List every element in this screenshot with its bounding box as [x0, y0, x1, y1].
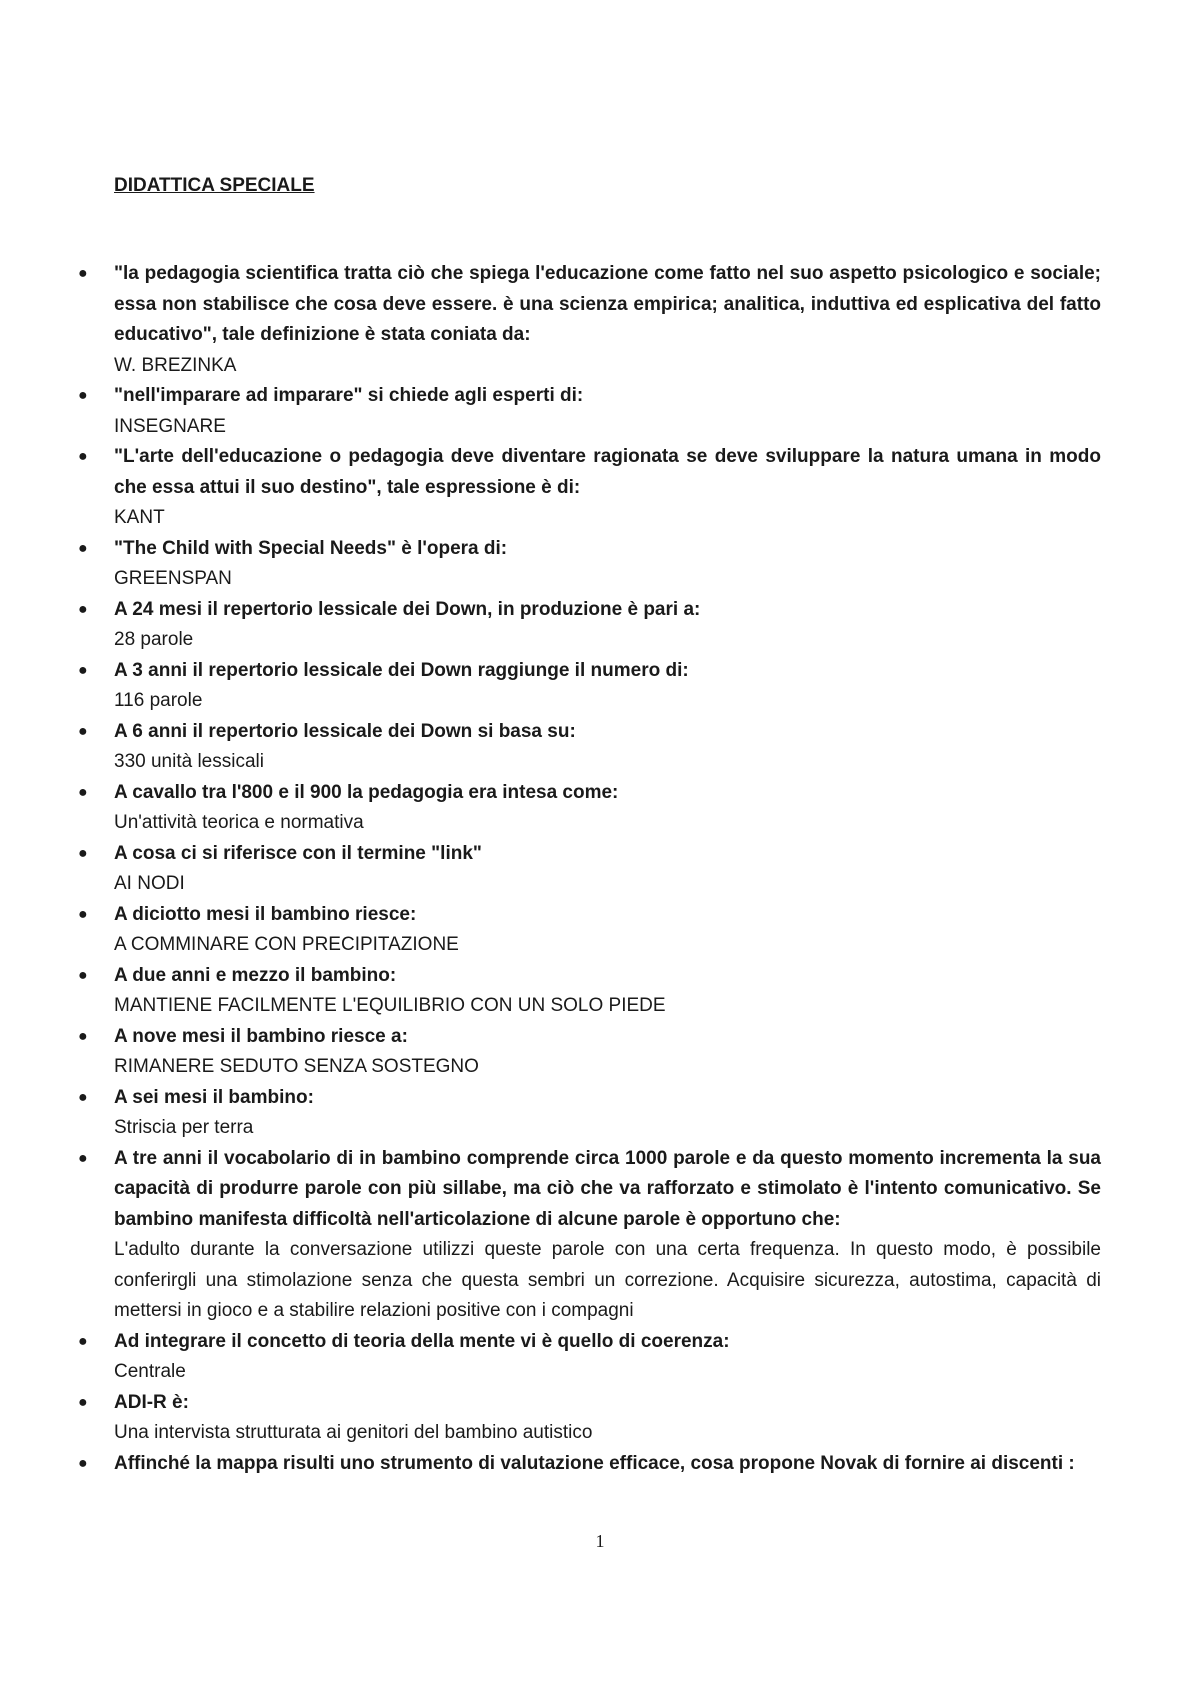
bullet-icon: ● [78, 1332, 88, 1350]
bullet-icon: ● [78, 539, 88, 557]
question-text: A sei mesi il bambino: [114, 1086, 314, 1108]
question-text: "nell'imparare ad imparare" si chiede agli esperti di: [114, 385, 584, 406]
question-text: A diciotto mesi il bambino riesce: [114, 903, 417, 925]
question-item [78, 717, 1101, 778]
question-text: Affinché la mappa risulti uno strumento di valutazione efficace, cosa propone Novak di fornire ai discenti : [114, 1452, 1075, 1474]
question-item [78, 656, 1101, 717]
question-item [78, 1144, 1101, 1327]
answer-text: AI NODI [114, 873, 185, 894]
answer-text: 28 parole [114, 629, 194, 650]
question-item [78, 1449, 1101, 1480]
bullet-icon: ● [78, 448, 88, 465]
question-item [78, 259, 1101, 381]
question-item [78, 534, 1101, 595]
question-item [78, 1083, 1101, 1144]
bullet-icon: ● [78, 265, 88, 282]
answer-text: Centrale [114, 1361, 186, 1382]
answer-text: INSEGNARE [114, 415, 226, 437]
question-text: A due anni e mezzo il bambino: [114, 964, 397, 986]
answer-text: A COMMINARE CON PRECIPITAZIONE [114, 934, 459, 955]
answer-text: GREENSPAN [114, 568, 232, 589]
question-text: "L'arte dell'educazione o pedagogia deve diventare ragionata se deve sviluppare la natura umana in modo che essa attui il suo destino", tale espressione è di: [114, 446, 1101, 498]
question-text: A 6 anni il repertorio lessicale dei Down si basa su: [114, 720, 576, 742]
question-text: "la pedagogia scientifica tratta ciò che spiega l'educazione come fatto nel suo aspetto psicologico e sociale; essa non stabilisce che cosa deve essere. è una scienza empirica; analitica, induttiva ed esplicativa del fatto educativo", tale definizione è stata coniata da: [114, 263, 1101, 345]
question-text: Ad integrare il concetto di teoria della mente vi è quello di coerenza: [114, 1330, 730, 1352]
bullet-icon: ● [78, 1393, 88, 1411]
question-list [78, 259, 1101, 1479]
bullet-icon: ● [78, 1027, 88, 1045]
question-text: "The Child with Special Needs" è l'opera di: [114, 537, 508, 559]
question-text: ADI-R è: [114, 1391, 189, 1413]
question-item [78, 778, 1101, 839]
bullet-icon: ● [78, 600, 88, 618]
question-item [78, 1327, 1101, 1388]
answer-text: Una intervista strutturata ai genitori del bambino autistico [114, 1422, 593, 1443]
question-item [78, 595, 1101, 656]
bullet-icon: ● [78, 783, 88, 801]
question-text: A cavallo tra l'800 e il 900 la pedagogia era intesa come: [114, 781, 619, 803]
question-item [78, 1388, 1101, 1449]
answer-text: MANTIENE FACILMENTE L'EQUILIBRIO CON UN SOLO PIEDE [114, 995, 666, 1016]
answer-text: RIMANERE SEDUTO SENZA SOSTEGNO [114, 1056, 479, 1077]
bullet-icon: ● [78, 722, 88, 740]
answer-text: Striscia per terra [114, 1117, 254, 1138]
answer-text: KANT [114, 507, 165, 528]
bullet-icon: ● [78, 661, 88, 679]
bullet-icon: ● [78, 905, 88, 923]
answer-text: L'adulto durante la conversazione utilizzi queste parole con una certa frequenza. In questo modo, è possibile conferirgli una stimolazione senza che questa sembri un correzione. Acquisire sicurezza, autostima, capacità di mettersi in gioco e a stabilire relazioni positive con i compagni [114, 1239, 1101, 1321]
answer-text: W. BREZINKA [114, 354, 237, 376]
question-item [78, 1022, 1101, 1083]
bullet-icon: ● [78, 1149, 88, 1167]
bullet-icon: ● [78, 966, 88, 984]
question-text: A 3 anni il repertorio lessicale dei Down raggiunge il numero di: [114, 659, 689, 681]
page-number: 1 [595, 1531, 605, 1551]
question-item [78, 839, 1101, 900]
question-item [78, 961, 1101, 1022]
bullet-icon: ● [78, 844, 88, 862]
answer-text: 330 unità lessicali [114, 751, 264, 772]
bullet-icon: ● [78, 387, 88, 404]
bullet-icon: ● [78, 1454, 88, 1472]
answer-text: 116 parole [114, 690, 203, 711]
answer-text: Un'attività teorica e normativa [114, 812, 364, 833]
question-text: A tre anni il vocabolario di in bambino comprende circa 1000 parole e da questo momento incrementa la sua capacità di produrre parole con più sillabe, ma ciò che va rafforzato e stimolato è l'intento comunicativo. Se bambino manifesta difficoltà nell'articolazione di alcune parole è opportuno che: [114, 1147, 1101, 1230]
document-title: DIDATTICA SPECIALE [114, 175, 315, 196]
question-text: A nove mesi il bambino riesce a: [114, 1025, 408, 1047]
question-item [78, 900, 1101, 961]
bullet-icon: ● [78, 1088, 88, 1106]
question-item [78, 442, 1101, 534]
question-item [78, 381, 1101, 442]
question-text: A cosa ci si riferisce con il termine "link" [114, 842, 482, 864]
question-text: A 24 mesi il repertorio lessicale dei Down, in produzione è pari a: [114, 598, 701, 620]
